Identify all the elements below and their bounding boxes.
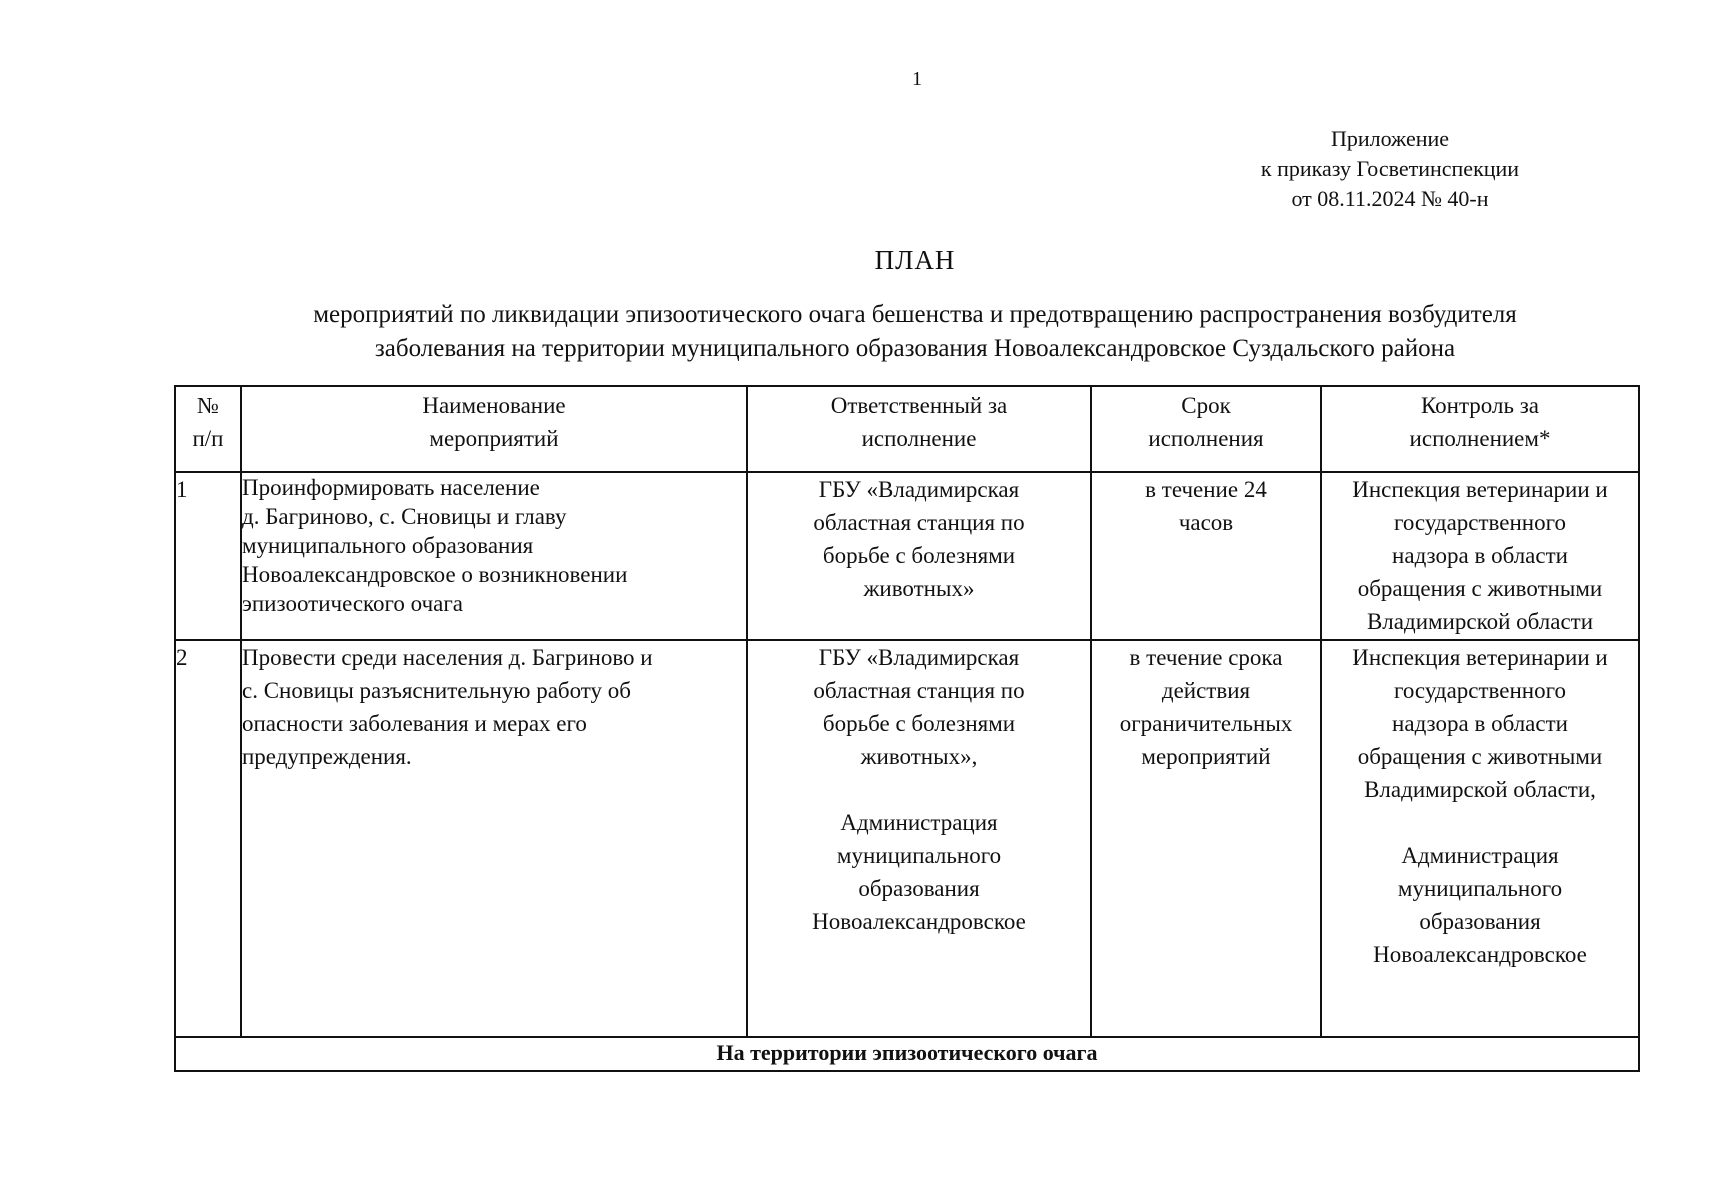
table-row [175, 472, 1639, 640]
cell-control: Инспекция ветеринарии и государственного надзора в области обращения с животными Владимирской области, Администрация муниципального образования Новоалександровское [1321, 640, 1639, 1037]
header-responsible: Ответственный за исполнение [747, 386, 1091, 472]
cell-name: Провести среди населения д. Багриново и с. Сновицы разъяснительную работу об опасности заболевания и мерах его предупреждения. [241, 640, 747, 1037]
header-term: Срок исполнения [1091, 386, 1321, 472]
document-subtitle [200, 298, 1630, 366]
header-name: Наименование мероприятий [241, 386, 747, 472]
page-number: 1 [912, 68, 922, 90]
plan-table [174, 385, 1640, 1072]
subtitle-line: заболевания на территории муниципального образования Новоалександровское Суздальского района [374, 335, 1456, 362]
cell-term: в течение 24 часов [1091, 472, 1321, 640]
cell-num: 1 [175, 472, 241, 640]
cell-term: в течение срока действия ограничительных мероприятий [1091, 640, 1321, 1037]
section-row [175, 1037, 1639, 1071]
appendix-line: к приказу Госветинспекции [1260, 156, 1520, 181]
cell-control: Инспекция ветеринарии и государственного надзора в области обращения с животными Владимирской области [1321, 472, 1639, 640]
subtitle-line: мероприятий по ликвидации эпизоотического очага бешенства и предотвращению распространения возбудителя [313, 301, 1517, 328]
header-control: Контроль за исполнением* [1321, 386, 1639, 472]
header-num: № п/п [175, 386, 241, 472]
cell-num: 2 [175, 640, 241, 1037]
table-header-row [175, 386, 1639, 472]
appendix-line: от 08.11.2024 № 40-н [1291, 186, 1489, 211]
section-heading: На территории эпизоотического очага [175, 1037, 1639, 1071]
cell-responsible: ГБУ «Владимирская областная станция по борьбе с болезнями животных» [747, 472, 1091, 640]
appendix-block [1180, 124, 1600, 214]
document-title: ПЛАН [874, 245, 956, 275]
table-row [175, 640, 1639, 1037]
cell-name: Проинформировать население д. Багриново, с. Сновицы и главу муниципального образования Новоалександровское о возникновении эпизоотического очага [241, 472, 747, 640]
cell-responsible: ГБУ «Владимирская областная станция по борьбе с болезнями животных», Администрация муниципального образования Новоалександровское [747, 640, 1091, 1037]
appendix-line: Приложение [1330, 126, 1450, 151]
